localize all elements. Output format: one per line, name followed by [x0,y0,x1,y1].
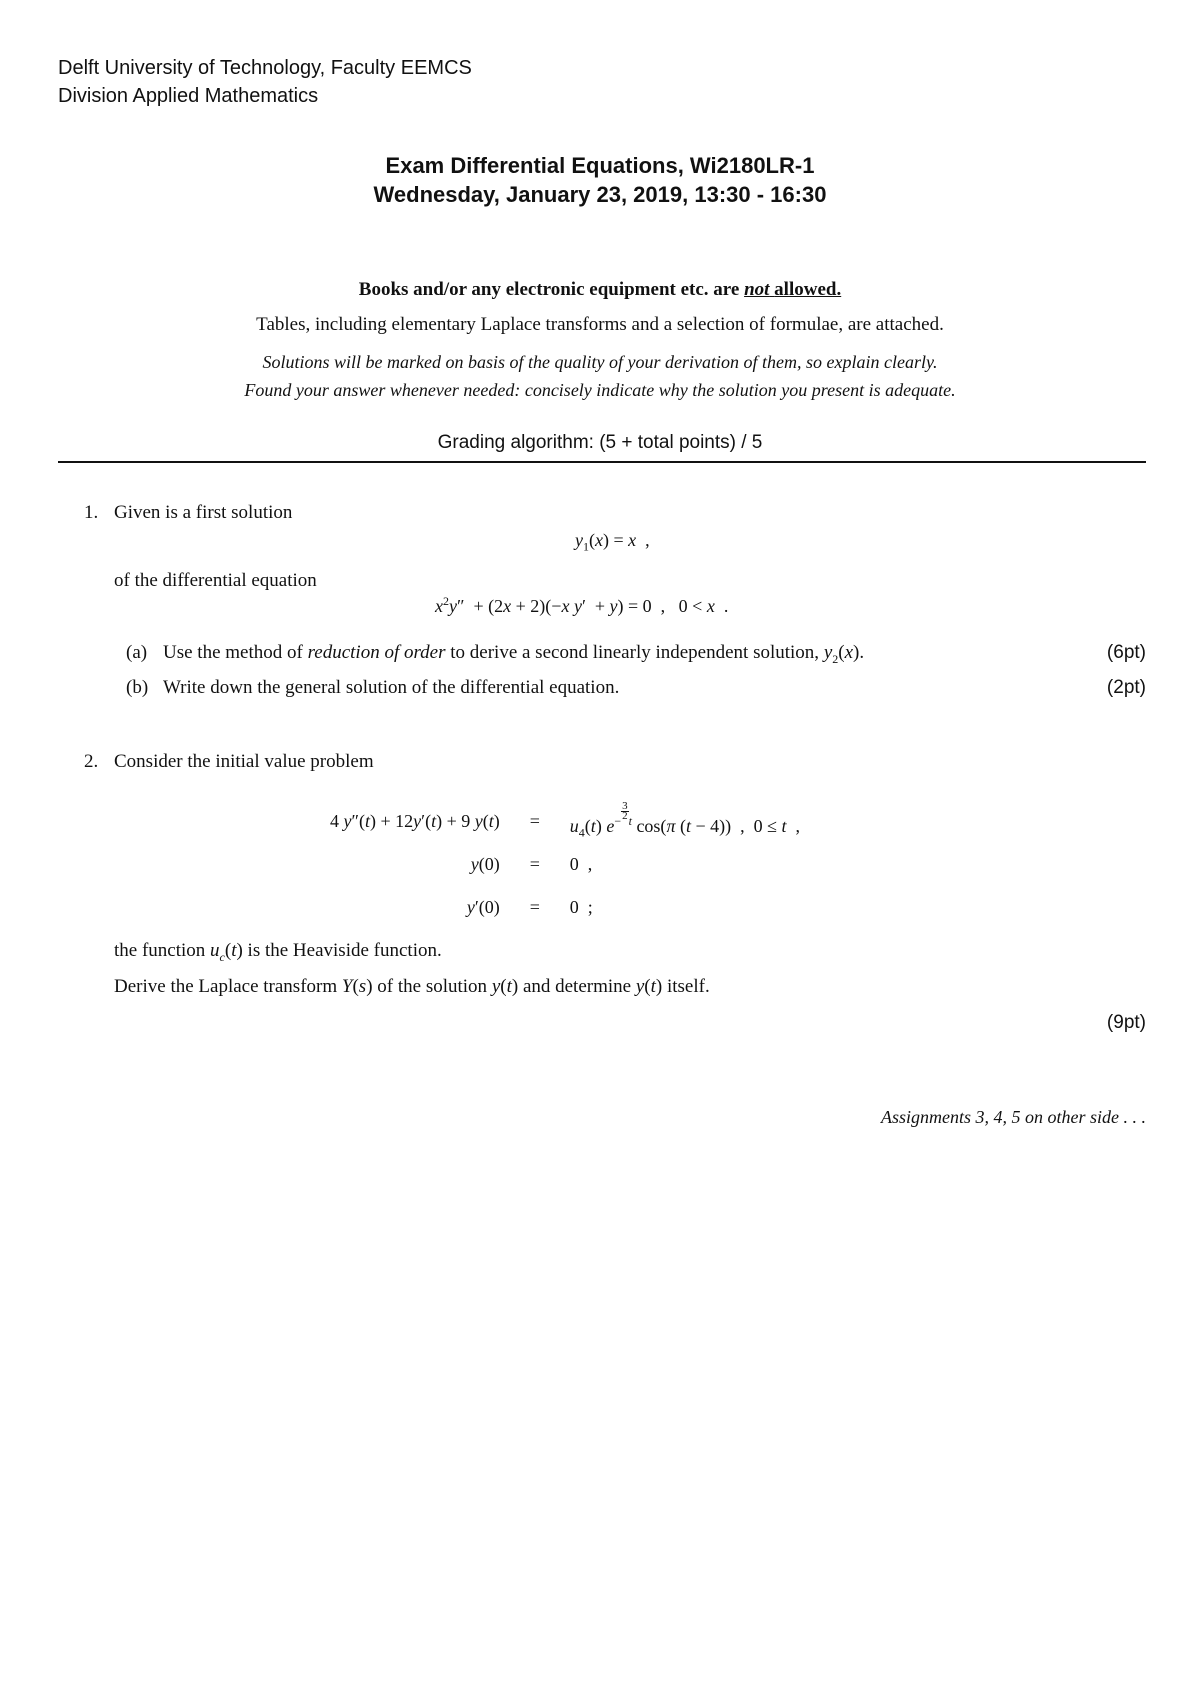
rule-books-allowed: allowed. [774,279,842,300]
rule-books-prefix: Books and/or any electronic equipment etc. are [358,279,745,300]
question-2-intro: Consider the initial value problem [114,751,374,772]
continue-note: Assignments 3, 4, 5 on other side . . . [881,1107,1146,1127]
question-2-task-mid1: of the solution [372,976,492,997]
question-1-first-solution-equation: $y_1(x) = x$ , [575,530,650,554]
rule-solutions: Solutions will be marked on basis of the quality of your derivation of them, so explain clearly. [262,352,938,372]
question-1a-y2x: y [823,642,833,663]
rule-books-not-allowed [744,279,841,300]
question-1-differential-equation: $x^2y'' + (2x + 2)(-x$ y′ + y) = 0 , 0 < x . [435,594,729,616]
ivp-dy0-equals: = [529,897,540,917]
question-1b-points: (2pt) [1106,677,1146,698]
question-2-number: 2. [84,751,99,772]
exam-title: Exam Differential Equations, Wi2180LR-1 [385,153,815,178]
question-1a-label: (a) [126,642,148,663]
question-2-task-before: Derive the Laplace transform [114,976,342,997]
rule-tables: Tables, including elementary Laplace transforms and a selection of formulae, are attached. [256,314,944,335]
question-2-points: (9pt) [1106,1012,1146,1033]
question-2-task-mid2: and determine [518,976,636,997]
rule-found-answer: Found your answer whenever needed: concisely indicate why the solution you present is adequate. [244,380,956,400]
ivp-y0-equals: = [529,854,540,874]
question-2-heaviside-note: the function $u_c(t)$ is the Heaviside function. [114,940,442,964]
question-1a-text-before: Use the method of [163,642,308,663]
division-name: Division Applied Mathematics [58,85,319,107]
question-1b-label: (b) [126,677,149,698]
question-2-initial-value-problem [330,800,800,929]
question-1a-points: (6pt) [1106,642,1146,663]
question-2-heaviside-before: the function [114,940,211,961]
ivp-dy0-lhs: y′(0) [466,897,500,917]
question-1a-text-after: to derive a second linearly independent solution, [445,642,824,663]
question-2-heaviside-after: is the Heaviside function. [242,940,442,961]
question-1-intro: Given is a first solution [114,502,293,523]
ivp-ode-equals: = [529,811,540,831]
rule-books [0,279,1200,301]
ivp-ode-row [330,800,800,843]
ivp-ode-rhs: $u_4(t)$ $e^{- \frac{3}{2} t}$ cos(π (t − 4)) , 0 ≤ t , [569,800,801,840]
question-1a-text: Use the method of reduction of order to derive a second linearly independent solution, $y_2(x)$. [163,642,865,666]
exam-date-time: Wednesday, January 23, 2019, 13:30 - 16:30 [373,182,827,207]
question-1-number: 1. [84,502,99,523]
ivp-y0-lhs: y(0) [470,854,500,874]
question-2-task-after: itself. [662,976,710,997]
question-1b-text: Write down the general solution of the differential equation. [163,677,620,698]
institution-name: Delft University of Technology, Faculty EEMCS [58,57,472,79]
question-1a-text-emphasis: reduction of order [307,642,446,663]
question-2-task: Derive the Laplace transform Y(s) of the solution y(t) and determine y(t) itself. [114,976,710,997]
ivp-y0-row [330,843,800,886]
rule-books-not: not [744,279,770,300]
ivp-dy0-row [330,886,800,929]
question-1-of-de: of the differential equation [114,570,317,591]
grading-algorithm: Grading algorithm: (5 + total points) / 5 [437,432,763,453]
ivp-ode-lhs: 4 y″(t) + 12y′(t) + 9 y(t) [330,811,500,831]
header-divider [58,461,1146,463]
ivp-dy0-rhs: 0 ; [569,897,593,917]
ivp-y0-rhs: 0 , [569,854,593,874]
